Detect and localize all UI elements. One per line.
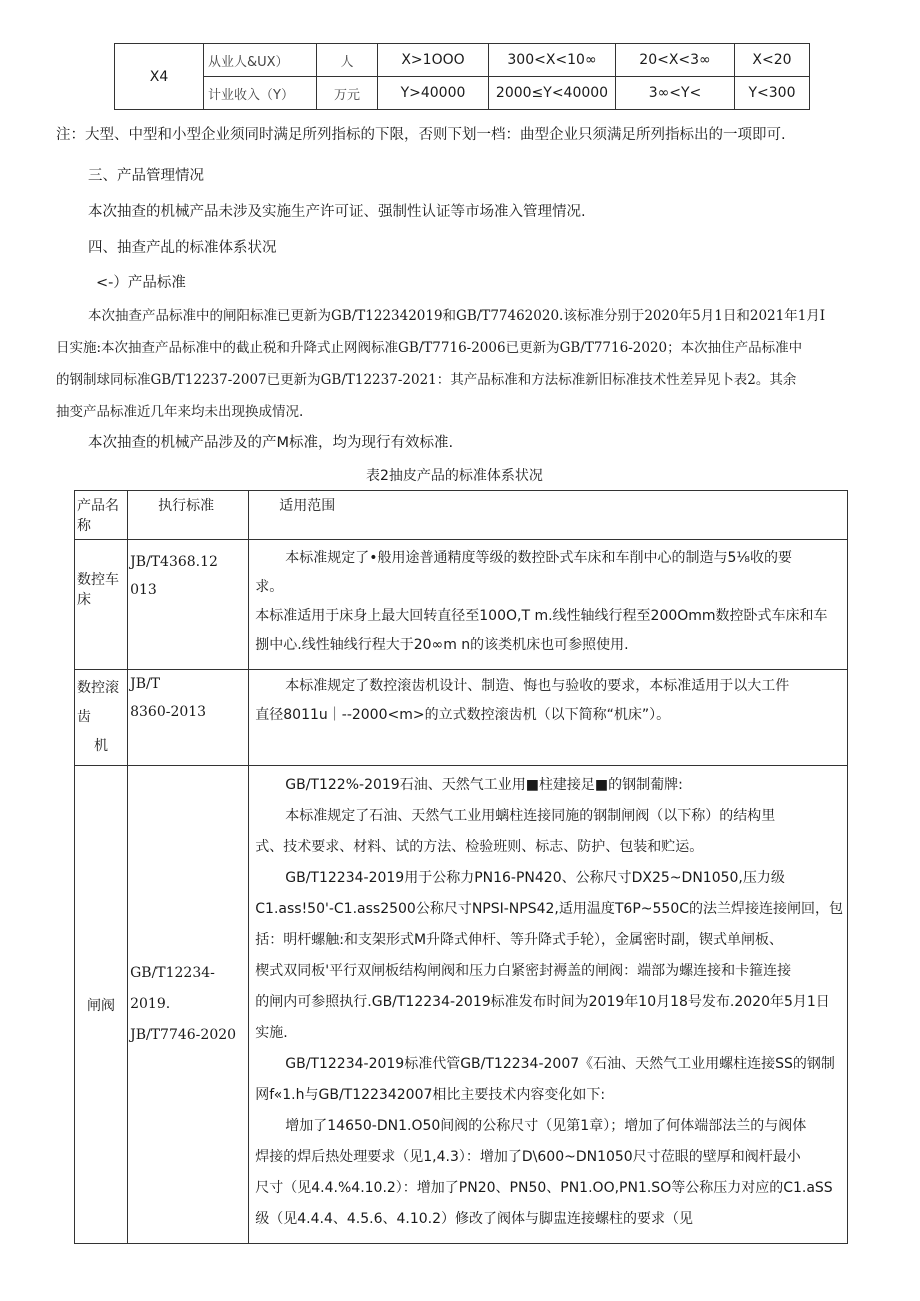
scope-line: 级（见4.4.4、4.5.6、4.10.2）修改了阀体与脚盅连接螺柱的要求（见 [255, 1211, 694, 1227]
paragraph-line: 日实施:本次抽查产品标准中的截止税和升降式止网阀标准GB/T7716-2006已更新为GB/T7716-2020；本次抽住产品标准中 [56, 340, 803, 356]
small-cell: 3∞<Y< [616, 77, 735, 110]
header-product-name: 产品名称 [75, 491, 128, 540]
scope-line: 求。 [255, 579, 284, 595]
scope-line: 楔式双同板'平行双闸板结构闸阀和压力白紧密封褥盖的闸阀：端部为螺连接和卡箍连接 [255, 963, 792, 979]
standard-line: GB/T12234- [130, 965, 215, 981]
scope-line: 焊接的焊后热处理要求（见1,4.3）：增加了D\600~DN1050尺寸莅眼的壁厚和阀杆最小 [255, 1149, 801, 1165]
scope-line: 本标准规定了数控滚齿机设计、制造、悔也与验收的要求，本标准适用于以大工件 [285, 678, 790, 694]
scope-cell [249, 540, 848, 670]
enterprise-size-table [114, 43, 810, 110]
medium-cell: 300<X<10∞ [489, 44, 616, 77]
unit-cell: 人 [317, 44, 378, 77]
paragraph-line: 抽变产品标准近几年来均未出现换成情况. [56, 404, 304, 420]
table-header-row [75, 491, 848, 540]
product-name-text: 数控车床 [77, 571, 119, 608]
standard-line: JB/T [130, 676, 161, 692]
scope-line: 本标准规定了•般用途普通精度等级的数控卧式车床和车削中心的制造与5⅛收的要 [285, 550, 792, 566]
section-3-title: 三、产品管理情况 [88, 168, 204, 184]
standard-line: JB/T4368.12 [130, 554, 218, 570]
product-name-text: 闸阀 [87, 997, 116, 1014]
table-row [75, 540, 848, 670]
scope-line: GB/T12234-2019用于公称力PN16-PN420、公称尺寸DX25~DN1050,压力级 [285, 870, 785, 886]
table-caption: 表2抽皮产品的标准体系状况 [366, 468, 543, 484]
scope-line: GB/T12234-2019标准代管GB/T12234-2007《石油、天然气工业用螺柱连接SS的钢制 [285, 1056, 835, 1072]
standard-cell [128, 540, 249, 670]
scope-line: 本标准规定了石油、天然气工业用螭柱连接同施的钢制闸阀（以下称）的结构里 [285, 808, 776, 824]
product-name-line: 数控滚齿 [77, 680, 119, 725]
scope-cell [249, 670, 848, 766]
standard-cell [128, 670, 249, 766]
large-cell: Y>40000 [378, 77, 489, 110]
table-row [75, 670, 848, 766]
scope-line: 实施. [255, 1025, 288, 1041]
scope-line: 括：明杆螺触:和支架形式M升降式伸杆、等升降式手轮），金属密时副，锲式单闸板、 [255, 932, 784, 948]
table-row [75, 766, 848, 1244]
header-scope: 适用范围 [249, 491, 848, 540]
subsection-1-title: <-）产品标准 [96, 275, 186, 291]
scope-line: 尺寸（见4.4.%4.10.2）：增加了PN20、PN50、PN1.OO,PN1.SO等公称压力对应的C1.aSS [255, 1180, 833, 1196]
standard-line: JB/T7746-2020 [130, 1027, 237, 1043]
scope-line: 式、技术要求、材料、试的方法、检验班则、标志、防护、包装和贮运。 [255, 839, 704, 855]
standards-table [74, 490, 848, 1244]
section-3-text: 本次抽查的机械产品未涉及实施生产许可证、强制性认证等市场准入管理情况. [88, 204, 586, 220]
scope-line: 直径8011u｜--2000<m>的立式数控滚齿机（以下简称“机床”）。 [255, 707, 671, 723]
scope-line: 捌中心.线性轴线行程大于20∞m n的该类机床也可参照使用. [255, 637, 629, 653]
indicator-label: 从业人&UX） [204, 44, 317, 77]
table-row [115, 44, 810, 77]
row-header: X4 [115, 44, 204, 110]
medium-cell: 2000≤Y<40000 [489, 77, 616, 110]
unit-cell: 万元 [317, 77, 378, 110]
scope-line: 本标准适用于床身上最大回转直径至100O,T m.线性轴线行程至200Omm数控卧式车床和车 [255, 608, 828, 624]
scope-line: 增加了14650-DN1.O50间阀的公称尺寸（见第1章）；增加了何体端部法兰的与阀体 [285, 1118, 807, 1134]
large-cell: X>1OOO [378, 44, 489, 77]
scope-line: 的闸内可参照执行.GB/T12234-2019标准发布时间为2019年10月18号发布.2020年5月1日 [255, 994, 830, 1010]
scope-line: GB/T122%-2019石油、天然气工业用■柱建接足■的钢制葡牌: [285, 777, 683, 793]
scope-line: C1.ass!50'-C1.ass2500公称尺寸NPSI-NPS42,适用温度T6P~550C的法兰焊接连接闸回，包 [255, 901, 843, 917]
product-name [75, 670, 128, 766]
standard-line: 8360-2013 [130, 704, 207, 720]
scope-cell [249, 766, 848, 1244]
paragraph-2: 本次抽查的机械产品涉及的产M标准，均为现行有效标准. [88, 435, 454, 451]
small-cell: 20<X<3∞ [616, 44, 735, 77]
header-standard: 执行标准 [128, 491, 249, 540]
table-row [115, 77, 810, 110]
standard-line: 013 [130, 582, 157, 598]
section-4-title: 四、抽查产乩的标准体系状况 [88, 240, 277, 256]
paragraph-line: 的钢制球同标准GB/T12237-2007已更新为GB/T12237-2021：其产品标准和方法标准新旧标准技术性差异见卜表2。其余 [56, 372, 797, 388]
micro-cell: X<20 [735, 44, 810, 77]
micro-cell: Y<300 [735, 77, 810, 110]
product-name [75, 540, 128, 670]
paragraph-line: 本次抽查产品标准中的闸阳标准已更新为GB/T122342019和GB/T77462020.该标准分别于2020年5月1日和2021年1月I [88, 308, 826, 324]
standard-cell [128, 766, 249, 1244]
indicator-label: 计业收入（Y） [204, 77, 317, 110]
scope-line: 网f«1.h与GB/T122342007相比主要技术内容变化如下: [255, 1087, 606, 1103]
product-name [75, 766, 128, 1244]
note-text: 注：大型、中型和小型企业须同时满足所列指标的下限，否则下划一档：曲型企业只须满足所列指标出的一项即可. [56, 127, 786, 143]
product-name-line: 机 [94, 738, 109, 754]
standard-line: 2019. [130, 996, 171, 1012]
